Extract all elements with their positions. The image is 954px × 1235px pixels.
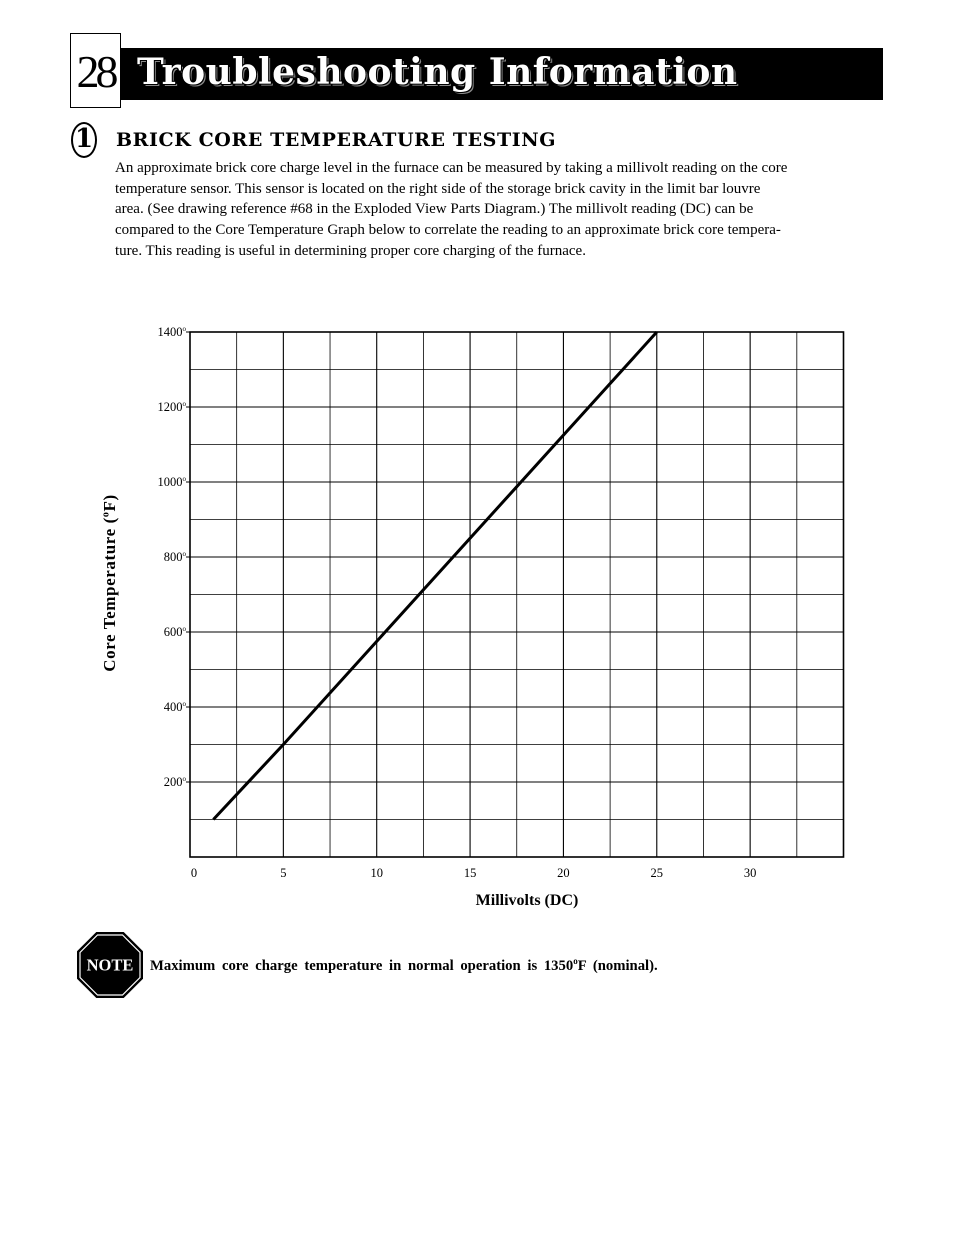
x-tick-label: 0 — [190, 866, 198, 880]
intro-line: temperature sensor. This sensor is located on the right side of the storage brick cavity in the limit bar louvre — [115, 180, 761, 197]
x-tick-label: 10 — [370, 866, 383, 880]
note-text — [150, 956, 658, 975]
y-tick-degree: o — [182, 700, 186, 708]
note-text-tail: F (nominal). — [577, 957, 658, 974]
y-tick-degree: o — [182, 625, 186, 633]
section-title: BRICK CORE TEMPERATURE TESTING — [116, 129, 557, 151]
intro-line: area. (See drawing reference #68 in the Exploded View Parts Diagram.) The millivolt reading (DC) can be — [115, 201, 754, 218]
x-tick-label: 5 — [280, 866, 287, 880]
core-temperature-line — [213, 332, 656, 820]
y-axis-label-degree: o — [100, 511, 112, 518]
intro-line: compared to the Core Temperature Graph below to correlate the reading to an approximate brick core tempera- — [115, 222, 781, 239]
y-tick-label: 800$^o$ — [163, 550, 186, 564]
intro-line: An approximate brick core charge level in the furnace can be measured by taking a millivolt reading on the core — [115, 160, 788, 176]
x-tick-label: 25 — [650, 866, 664, 880]
section-number-badge: 1 — [71, 122, 97, 158]
note-icon — [77, 932, 143, 998]
y-tick-degree: o — [182, 775, 186, 783]
y-tick-label: 1200$^o$ — [157, 400, 186, 414]
y-tick-degree: o — [182, 475, 186, 483]
y-tick-degree: o — [182, 550, 186, 558]
y-tick-degree: o — [182, 400, 186, 408]
page-number: 28 — [70, 33, 121, 108]
x-tick-label: 30 — [743, 866, 757, 880]
y-tick-label: 600$^o$ — [163, 625, 186, 639]
note-degree-sup: o — [573, 956, 578, 966]
y-tick-label: 1000$^o$ — [157, 475, 186, 489]
y-axis-label: Core Temperature ($^o$F) — [100, 494, 119, 672]
note-text-main: Maximum core charge temperature in normal operation is 1350 — [150, 957, 574, 974]
y-tick-degree: o — [182, 325, 186, 333]
intro-line: ture. This reading is useful in determining proper core charging of the furnace. — [115, 242, 586, 259]
y-tick-label: 200$^o$ — [163, 775, 186, 789]
note-badge-label: NOTE — [86, 955, 134, 975]
y-tick-label: 1400$^o$ — [157, 325, 186, 339]
x-axis-label: Millivolts (DC) — [475, 892, 579, 909]
y-tick-label: 400$^o$ — [163, 700, 186, 714]
x-tick-label: 15 — [463, 866, 477, 880]
page-title: Troubleshooting Information — [137, 51, 738, 93]
x-tick-label: 20 — [557, 866, 570, 880]
